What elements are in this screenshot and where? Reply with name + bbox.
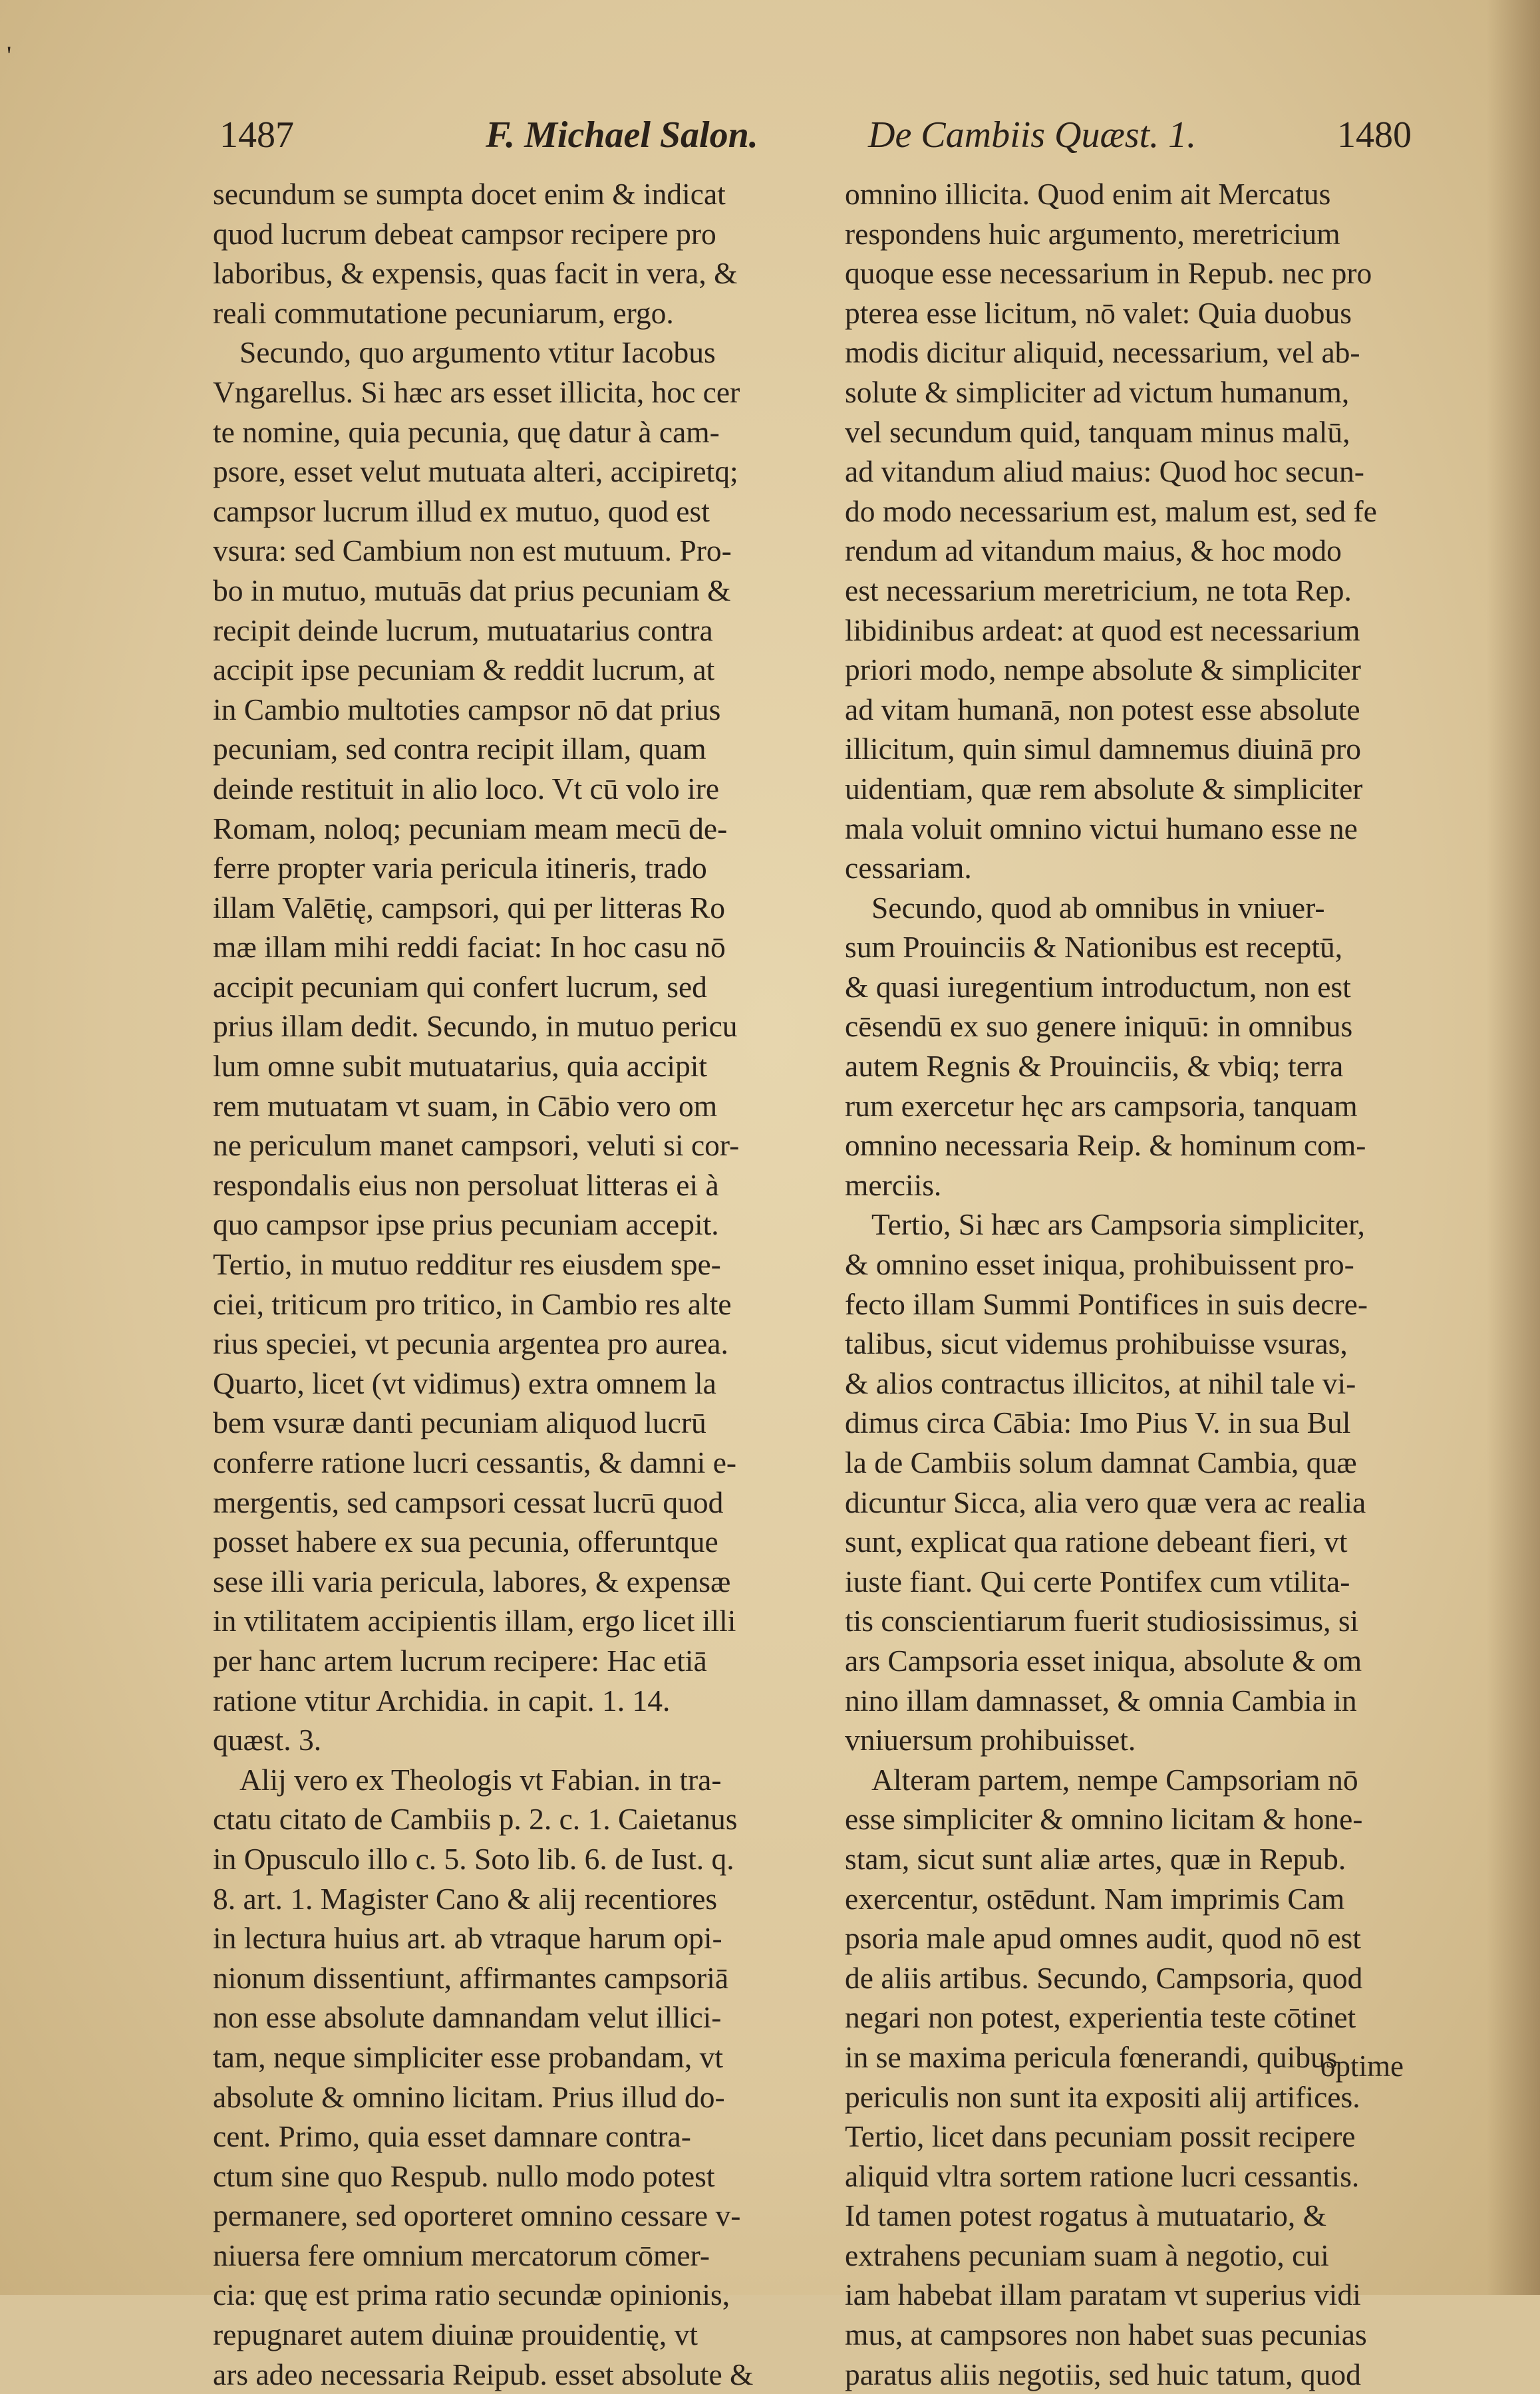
text-line: quoque esse necessarium in Repub. nec pro [845, 256, 1372, 291]
text-line: ciei, triticum pro tritico, in Cambio res alte [213, 1286, 732, 1321]
running-head-author: F. Michael Salon. [486, 114, 758, 156]
text-line: omnino illicita. Quod enim ait Mercatus [845, 177, 1331, 211]
text-line: Alteram partem, nempe Campsoriam nō [871, 1762, 1358, 1797]
text-line: in lectura huius art. ab vtraque harum opi- [213, 1921, 722, 1956]
text-line: rem mutuatam vt suam, in Cābio vero om [213, 1088, 718, 1123]
text-line: & quasi iuregentium introductum, non est [845, 969, 1351, 1004]
text-line: lum omne subit mutuatarius, quia accipit [213, 1049, 708, 1084]
text-line: Tertio, in mutuo redditur res eiusdem spe- [213, 1247, 721, 1282]
text-line: iam habebat illam paratam vt superius vidi [845, 2278, 1361, 2312]
text-line: ctum sine quo Respub. nullo modo potest [213, 2159, 715, 2193]
text-line: in se maxima pericula fœnerandi, quibus [845, 2039, 1338, 2074]
text-line: mergentis, sed campsori cessat lucrū quod [213, 1485, 724, 1519]
text-line: cēsendū ex suo genere iniquū: in omnibus [845, 1009, 1353, 1044]
text-line: exercentur, ostēdunt. Nam imprimis Cam [845, 1881, 1345, 1916]
text-line: sum Prouinciis & Nationibus est receptū, [845, 930, 1343, 965]
text-line: libidinibus ardeat: at quod est necessarium [845, 613, 1360, 647]
text-line: quod lucrum debeat campsor recipere pro [213, 216, 716, 251]
text-line: posset habere ex sua pecunia, offeruntque [213, 1525, 718, 1559]
text-line: niuersa fere omnium mercatorum cōmer- [213, 2238, 710, 2272]
text-line: in Cambio multoties campsor nō dat prius [213, 692, 721, 726]
text-line: pecuniam, sed contra recipit illam, quam [213, 732, 706, 766]
text-line: absolute & omnino licitam. Prius illud do- [213, 2079, 725, 2114]
running-head-title: De Cambiis Quæst. 1. [868, 114, 1197, 156]
text-line: uidentiam, quæ rem absolute & simpliciter [845, 771, 1363, 806]
text-line: cent. Primo, quia esset damnare contra- [213, 2119, 691, 2154]
text-line: campsor lucrum illud ex mutuo, quod est [213, 494, 710, 528]
text-line: te nomine, quia pecunia, quę datur à cam- [213, 414, 720, 449]
text-line: ratione vtitur Archidia. in capit. 1. 14. [213, 1683, 671, 1718]
text-line: pterea esse licitum, nō valet: Quia duobus [845, 295, 1352, 330]
text-line: reali commutatione pecuniarum, ergo. [213, 295, 674, 330]
text-line: sese illi varia pericula, labores, & expensæ [213, 1564, 731, 1598]
text-line: nionum dissentiunt, affirmantes campsoriā [213, 1960, 729, 1995]
text-line: illicitum, quin simul damnemus diuinā pro [845, 732, 1361, 766]
text-line: nino illam damnasset, & omnia Cambia in [845, 1683, 1357, 1718]
text-line: & omnino esset iniqua, prohibuissent pro- [845, 1247, 1354, 1282]
text-line: stam, sicut sunt aliæ artes, quæ in Repub. [845, 1841, 1346, 1876]
text-line: Secundo, quo argumento vtitur Iacobus [239, 335, 716, 370]
text-line: quo campsor ipse prius pecuniam accepit. [213, 1207, 719, 1242]
text-line: solute & simpliciter ad victum humanum, [845, 374, 1350, 409]
text-line: ars adeo necessaria Reipub. esset absolute & [213, 2357, 754, 2391]
text-line: 8. art. 1. Magister Cano & alij recentiores [213, 1881, 718, 1916]
text-line: & alios contractus illicitos, at nihil tale vi- [845, 1366, 1356, 1400]
text-line: psore, esset velut mutuata alteri, accipiretq; [213, 454, 738, 489]
catchword: optime [1320, 2049, 1404, 2083]
text-line: ars Campsoria esset iniqua, absolute & om [845, 1643, 1362, 1678]
text-line: Tertio, licet dans pecuniam possit recipere [845, 2119, 1356, 2154]
text-line: do modo necessarium est, malum est, sed fe [845, 494, 1377, 528]
text-line: Secundo, quod ab omnibus in vniuer- [871, 890, 1325, 925]
text-line: mala voluit omnino victui humano esse ne [845, 811, 1358, 845]
text-line: Id tamen potest rogatus à mutuatario, & [845, 2198, 1327, 2233]
text-line: talibus, sicut videmus prohibuisse vsuras, [845, 1326, 1348, 1361]
text-line: dimus circa Cābia: Imo Pius V. in sua Bul [845, 1406, 1351, 1440]
text-line: extrahens pecuniam suam à negotio, cui [845, 2238, 1329, 2272]
text-line: illam Valētię, campsori, qui per litteras Ro [213, 890, 725, 925]
text-line: in Opusculo illo c. 5. Soto lib. 6. de Iust. q. [213, 1841, 734, 1876]
text-line: ctatu citato de Cambiis p. 2. c. 1. Caietanus [213, 1802, 738, 1837]
margin-mark: ' [7, 41, 12, 71]
text-line: repugnaret autem diuinæ prouidentię, vt [213, 2318, 698, 2352]
text-line: periculis non sunt ita expositi alij artifices. [845, 2079, 1360, 2114]
text-line: prius illam dedit. Secundo, in mutuo pericu [213, 1009, 738, 1044]
text-line: ferre propter varia pericula itineris, trado [213, 851, 707, 885]
text-line: secundum se sumpta docet enim & indicat [213, 177, 726, 211]
text-line: mus, at campsores non habet suas pecunias [845, 2318, 1367, 2352]
text-line: ne periculum manet campsori, veluti si cor- [213, 1128, 740, 1163]
text-line: cessariam. [845, 851, 972, 885]
text-line: mæ illam mihi reddi faciat: In hoc casu nō [213, 930, 726, 965]
text-line: Quarto, licet (vt vidimus) extra omnem la [213, 1366, 716, 1400]
text-line: la de Cambiis solum damnat Cambia, quæ [845, 1445, 1357, 1479]
text-line: de aliis artibus. Secundo, Campsoria, quod [845, 1960, 1363, 1995]
text-line: vniuersum prohibuisset. [845, 1723, 1136, 1757]
text-line: accipit ipse pecuniam & reddit lucrum, at [213, 653, 715, 687]
text-line: quæst. 3. [213, 1723, 322, 1757]
text-line: bem vsuræ danti pecuniam aliquod lucrū [213, 1406, 706, 1440]
text-line: omnino necessaria Reip. & hominum com- [845, 1128, 1366, 1163]
text-line: per hanc artem lucrum recipere: Hac etiā [213, 1643, 707, 1678]
page-edge-shadow [1487, 0, 1540, 2295]
text-line: Vngarellus. Si hæc ars esset illicita, hoc cer [213, 374, 740, 409]
text-line: paratus aliis negotiis, sed huic tatum, quod [845, 2357, 1361, 2391]
page-number-right: 1480 [1337, 114, 1412, 156]
text-line: laboribus, & expensis, quas facit in vera, & [213, 256, 738, 291]
left-text-column [213, 174, 792, 2394]
page-number-left: 1487 [220, 114, 294, 156]
text-line: fecto illam Summi Pontifices in suis decre- [845, 1286, 1368, 1321]
text-line: aliquid vltra sortem ratione lucri cessantis. [845, 2159, 1360, 2193]
text-line: recipit deinde lucrum, mutuatarius contra [213, 613, 713, 647]
text-line: deinde restituit in alio loco. Vt cū volo ire [213, 771, 720, 806]
text-line: vel secundum quid, tanquam minus malū, [845, 414, 1350, 449]
text-line: Alij vero ex Theologis vt Fabian. in tra- [239, 1762, 722, 1797]
text-line: non esse absolute damnandam velut illici- [213, 2000, 722, 2035]
text-line: Tertio, Si hæc ars Campsoria simpliciter, [871, 1207, 1365, 1242]
text-line: autem Regnis & Prouinciis, & vbiq; terra [845, 1049, 1344, 1084]
text-line: iuste fiant. Qui certe Pontifex cum vtilita- [845, 1564, 1350, 1598]
text-line: respondens huic argumento, meretricium [845, 216, 1340, 251]
text-line: priori modo, nempe absolute & simpliciter [845, 653, 1361, 687]
text-line: merciis. [845, 1167, 942, 1202]
text-line: vsura: sed Cambium non est mutuum. Pro- [213, 533, 732, 568]
text-line: psoria male apud omnes audit, quod nō est [845, 1921, 1361, 1956]
text-line: rius speciei, vt pecunia argentea pro aurea. [213, 1326, 728, 1361]
text-line: permanere, sed oporteret omnino cessare v- [213, 2198, 741, 2233]
text-line: respondalis eius non persoluat litteras ei à [213, 1167, 719, 1202]
text-line: dicuntur Sicca, alia vero quæ vera ac realia [845, 1485, 1366, 1519]
text-line: tis conscientiarum fuerit studiosissimus, si [845, 1604, 1359, 1638]
text-line: bo in mutuo, mutuās dat prius pecuniam & [213, 573, 731, 607]
text-line: rendum ad vitandum maius, & hoc modo [845, 533, 1342, 568]
text-line: Romam, noloq; pecuniam meam mecū de- [213, 811, 728, 845]
text-line: negari non potest, experientia teste cōtinet [845, 2000, 1356, 2035]
text-line: esse simpliciter & omnino licitam & hone- [845, 1802, 1363, 1837]
text-line: ad vitam humanā, non potest esse absolute [845, 692, 1360, 726]
text-line: cia: quę est prima ratio secundæ opinionis, [213, 2278, 730, 2312]
text-line: modis dicitur aliquid, necessarium, vel ab- [845, 335, 1360, 370]
text-line: rum exercetur hęc ars campsoria, tanquam [845, 1088, 1358, 1123]
text-line: tam, neque simpliciter esse probandam, vt [213, 2039, 723, 2074]
running-header [0, 112, 1540, 165]
text-line: conferre ratione lucri cessantis, & damni e- [213, 1445, 737, 1479]
text-line: in vtilitatem accipientis illam, ergo licet illi [213, 1604, 736, 1638]
text-line: ad vitandum aliud maius: Quod hoc secun- [845, 454, 1364, 489]
text-line: accipit pecuniam qui confert lucrum, sed [213, 969, 707, 1004]
text-line: est necessarium meretricium, ne tota Rep. [845, 573, 1352, 607]
text-line: sunt, explicat qua ratione debeant fieri, vt [845, 1525, 1348, 1559]
